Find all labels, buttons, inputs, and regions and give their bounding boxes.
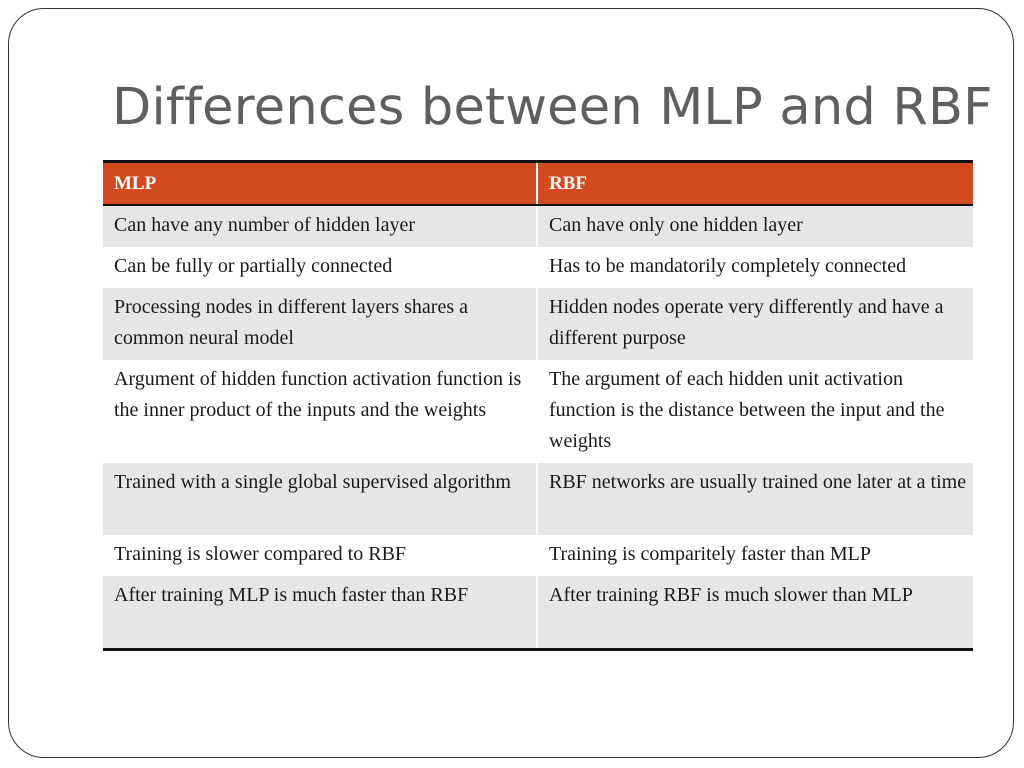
rbf-cell: Can have only one hidden layer [537, 205, 973, 247]
table-row [103, 535, 973, 576]
slide-title: Differences between MLP and RBF [112, 78, 993, 137]
table-row [103, 576, 973, 650]
rbf-cell: Hidden nodes operate very differently and have a different purpose [537, 288, 973, 360]
rbf-cell: RBF networks are usually trained one later at a time [537, 463, 973, 535]
mlp-cell: Training is slower compared to RBF [103, 535, 537, 576]
mlp-cell: Can be fully or partially connected [103, 247, 537, 288]
table-row [103, 288, 973, 360]
table-row [103, 247, 973, 288]
mlp-cell: Processing nodes in different layers shares a common neural model [103, 288, 537, 360]
mlp-cell: Argument of hidden function activation function is the inner product of the inputs and the weights [103, 360, 537, 463]
mlp-cell: After training MLP is much faster than RBF [103, 576, 537, 650]
comparison-table [103, 160, 973, 651]
header-rbf: RBF [537, 162, 973, 206]
mlp-cell: Trained with a single global supervised algorithm [103, 463, 537, 535]
table-row [103, 205, 973, 247]
rbf-cell: After training RBF is much slower than MLP [537, 576, 973, 650]
mlp-cell: Can have any number of hidden layer [103, 205, 537, 247]
table-row [103, 463, 973, 535]
table-header-row [103, 162, 973, 206]
header-mlp: MLP [103, 162, 537, 206]
rbf-cell: Has to be mandatorily completely connected [537, 247, 973, 288]
rbf-cell: The argument of each hidden unit activation function is the distance between the input and the weights [537, 360, 973, 463]
rbf-cell: Training is comparitely faster than MLP [537, 535, 973, 576]
table-row [103, 360, 973, 463]
